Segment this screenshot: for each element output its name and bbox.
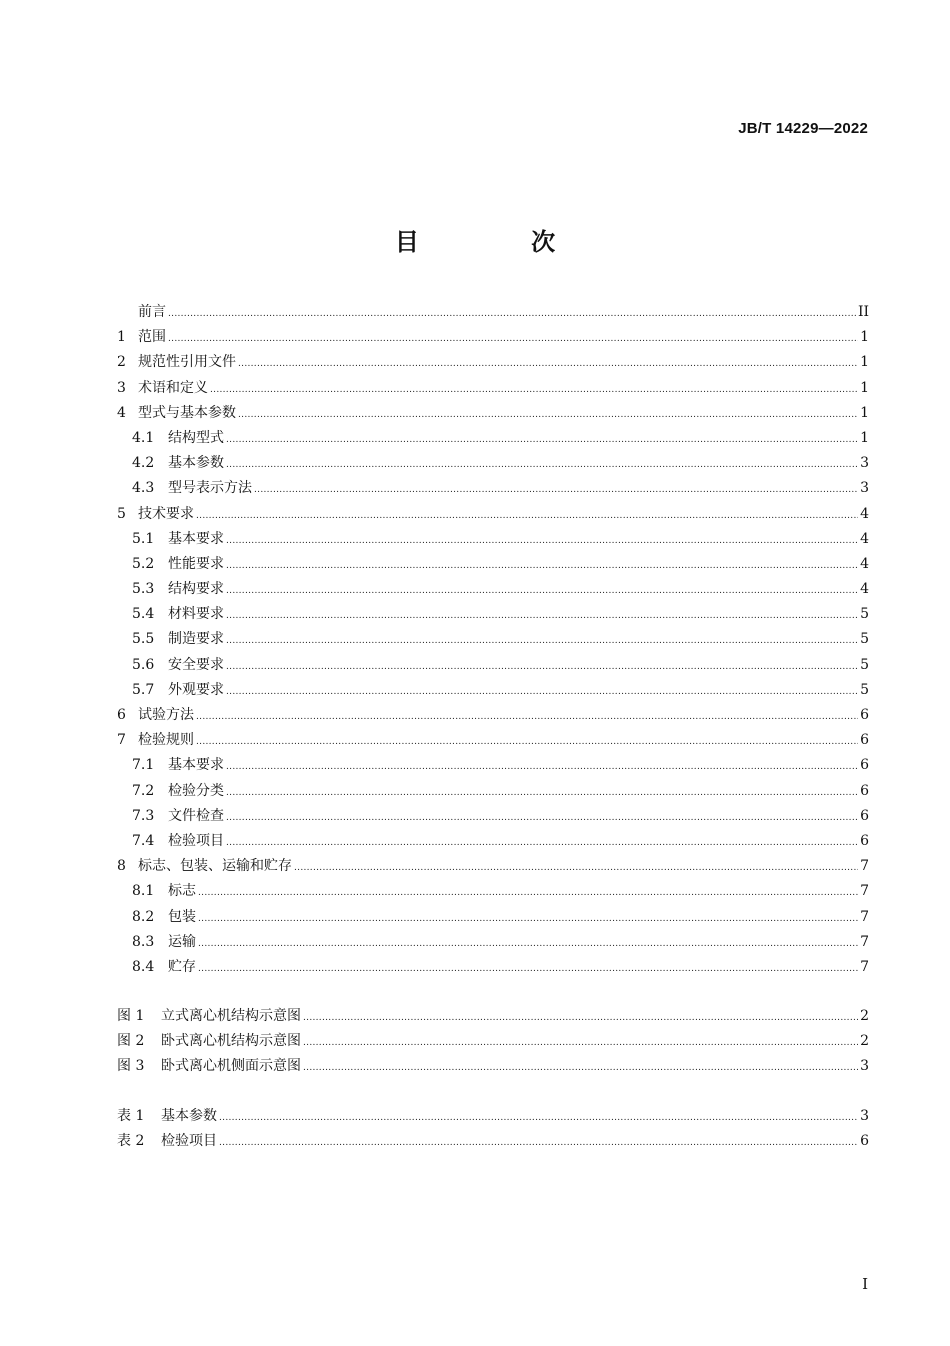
toc-entry-label: 外观要求 [168,681,224,698]
toc-subsection-entry[interactable] [117,678,869,703]
toc-entry-number: 3 [117,379,126,396]
toc-subsection-entry[interactable] [117,879,869,904]
toc-entry-page: 7 [860,908,869,925]
toc-entry-number: 5.5 [132,631,155,648]
toc-subsection-entry[interactable] [117,955,869,980]
toc-entry-page: 4 [860,505,869,522]
toc-entry-label: 基本要求 [168,757,224,774]
toc-entry-number: 5.1 [132,530,155,547]
toc-entry-page: 1 [860,329,869,346]
toc-entry-number: 7 [117,732,126,749]
toc-entry-page: 7 [860,933,869,950]
toc-entry-label: 制造要求 [168,631,224,648]
toc-entry-number: 表 1 [117,1107,145,1124]
toc-subsection-entry[interactable] [117,804,869,829]
dot-leader [196,504,858,529]
toc-entry-number: 图 2 [117,1033,145,1050]
dot-leader [238,403,858,428]
toc-entry-page: 6 [860,807,869,824]
dot-leader [198,932,858,957]
dot-leader [168,327,858,352]
toc-entry-label: 规范性引用文件 [138,354,236,371]
toc-entry-label: 试验方法 [138,707,194,723]
toc-entry-label: 技术要求 [138,505,194,522]
toc-entry-label: 安全要求 [168,656,224,673]
dot-leader [254,478,858,503]
toc-entry-page: 1 [860,354,869,371]
toc-entry-number: 5.7 [132,681,155,698]
dot-leader [226,680,858,705]
toc-entry-page: 5 [860,631,869,648]
toc-entry-number: 2 [117,354,126,371]
toc-entry-page: 3 [860,455,869,472]
toc-entry-page: 6 [860,757,869,774]
toc-table-entry[interactable] [117,1129,869,1154]
toc-entry-page: 4 [860,555,869,572]
toc-entry-label: 前言 [138,304,166,320]
toc-entry-number: 8.4 [132,958,155,975]
toc-figures [117,1004,869,1080]
standard-code: JB/T 14229—2022 [738,120,868,137]
dot-leader [198,881,858,906]
toc-subsection-entry[interactable] [117,476,869,501]
toc-entry-number: 8.2 [132,908,155,925]
toc-entry-label: 基本参数 [168,455,224,472]
toc-entry-label: 基本参数 [161,1107,217,1124]
toc-entry-page: II [857,304,869,320]
toc-entry-page: 4 [860,581,869,598]
toc-entry-page: 7 [860,958,869,975]
toc-subsection-entry[interactable] [117,930,869,955]
toc-subsection-entry[interactable] [117,451,869,476]
toc-entry-page: 5 [860,606,869,623]
dot-leader [219,1106,858,1131]
toc-entry-page: 1 [860,379,869,396]
dot-leader [226,629,858,654]
toc-entry-page: 4 [860,530,869,547]
toc-subsection-entry[interactable] [117,527,869,552]
toc-entry-label: 结构型式 [168,429,224,446]
toc-entry-label: 材料要求 [168,606,224,623]
toc-figure-entry[interactable] [117,1029,869,1054]
toc-entry-label: 基本要求 [168,530,224,547]
dot-leader [294,856,858,881]
toc-entry-page: 7 [860,883,869,900]
dot-leader [238,352,858,377]
dot-leader [168,302,856,327]
toc-entry-page: 7 [860,858,869,875]
toc-entry-page: 3 [860,1058,869,1075]
toc-entry-label: 立式离心机结构示意图 [161,1008,301,1025]
toc-sections [117,300,869,980]
toc-section-entry[interactable] [117,728,869,753]
dot-leader [226,453,858,478]
toc-entry-label: 贮存 [168,958,196,975]
dot-leader [303,1006,858,1031]
toc-entry-number: 7.2 [132,782,155,799]
toc-entry-number: 表 2 [117,1132,145,1149]
toc-entry-label: 范围 [138,329,166,346]
toc-section-entry[interactable] [117,703,869,728]
toc-entry-number: 5.4 [132,606,155,623]
toc-section-entry[interactable] [117,350,869,375]
toc-entry-label: 包装 [168,908,196,925]
toc-entry-page: 3 [860,480,869,497]
toc-figure-entry[interactable] [117,1054,869,1079]
toc-section-entry[interactable] [117,502,869,527]
toc-subsection-entry[interactable] [117,552,869,577]
toc-entry-page: 1 [860,404,869,421]
dot-leader [196,730,858,755]
toc-entry-number: 7.4 [132,832,155,849]
toc-entry-page: 6 [860,707,869,723]
toc-figure-entry[interactable] [117,1004,869,1029]
toc-entry-page: 3 [860,1107,869,1124]
toc-entry-label: 检验规则 [138,732,194,749]
toc-entry-label: 文件检查 [168,807,224,824]
toc-entry-number: 5 [117,505,126,522]
page-number: I [862,1275,868,1293]
toc-subsection-entry[interactable] [117,829,869,854]
dot-leader [226,554,858,579]
toc-section-entry[interactable] [117,401,869,426]
toc-entry-number: 5.2 [132,555,155,572]
dot-leader [198,907,858,932]
toc-tables [117,1104,869,1154]
toc-subsection-entry[interactable] [117,426,869,451]
toc-entry-page: 2 [860,1033,869,1050]
dot-leader [226,831,858,856]
toc-entry-label: 标志、包装、运输和贮存 [138,858,292,875]
dot-leader [210,378,858,403]
toc-entry-label: 检验项目 [168,832,224,849]
dot-leader [198,957,858,982]
toc-subsection-entry[interactable] [117,577,869,602]
toc-section-entry[interactable] [117,300,869,325]
toc-entry-page: 1 [860,429,869,446]
toc-entry-page: 5 [860,681,869,698]
toc-entry-number: 7.3 [132,807,155,824]
toc-entry-number: 4 [117,404,126,421]
toc-entry-label: 标志 [168,883,196,900]
toc-entry-number: 5.3 [132,581,155,598]
toc-entry-page: 2 [860,1008,869,1025]
toc-section-entry[interactable] [117,854,869,879]
toc-subsection-entry[interactable] [117,602,869,627]
dot-leader [219,1131,858,1156]
dot-leader [226,428,858,453]
toc-section-entry[interactable] [117,376,869,401]
toc-entry-number: 1 [117,329,126,346]
toc-entry-number: 6 [117,707,126,723]
toc-subsection-entry[interactable] [117,653,869,678]
dot-leader [226,604,858,629]
toc-entry-page: 6 [860,782,869,799]
dot-leader [226,755,858,780]
toc-entry-number: 8 [117,858,126,875]
toc-entry-page: 6 [860,732,869,749]
toc-entry-label: 检验分类 [168,782,224,799]
toc-entry-label: 性能要求 [168,555,224,572]
table-of-contents [117,300,869,1154]
toc-entry-number: 图 1 [117,1008,145,1025]
dot-leader [226,579,858,604]
toc-subsection-entry[interactable] [117,779,869,804]
toc-entry-label: 型式与基本参数 [138,404,236,421]
toc-entry-label: 卧式离心机结构示意图 [161,1033,301,1050]
toc-entry-label: 型号表示方法 [168,480,252,497]
toc-entry-number: 8.3 [132,933,155,950]
toc-entry-label: 检验项目 [161,1132,217,1149]
toc-entry-number: 8.1 [132,883,155,900]
toc-entry-page: 6 [860,832,869,849]
toc-entry-number: 4.3 [132,480,155,497]
toc-entry-number: 图 3 [117,1058,145,1075]
toc-table-entry[interactable] [117,1104,869,1129]
toc-entry-number: 7.1 [132,757,155,774]
page-title: 目 次 [394,228,608,256]
toc-entry-number: 4.1 [132,429,155,446]
dot-leader [303,1031,858,1056]
dot-leader [226,655,858,680]
toc-entry-number: 5.6 [132,656,155,673]
toc-entry-label: 术语和定义 [138,379,208,396]
toc-subsection-entry[interactable] [117,753,869,778]
dot-leader [226,529,858,554]
toc-entry-label: 结构要求 [168,581,224,598]
toc-entry-label: 卧式离心机侧面示意图 [161,1058,301,1075]
dot-leader [226,806,858,831]
toc-subsection-entry[interactable] [117,905,869,930]
toc-entry-label: 运输 [168,933,196,950]
dot-leader [196,705,858,730]
toc-entry-number: 4.2 [132,455,155,472]
toc-subsection-entry[interactable] [117,627,869,652]
toc-section-entry[interactable] [117,325,869,350]
dot-leader [226,781,858,806]
toc-entry-page: 5 [860,656,869,673]
dot-leader [303,1056,858,1081]
toc-entry-page: 6 [860,1132,869,1149]
